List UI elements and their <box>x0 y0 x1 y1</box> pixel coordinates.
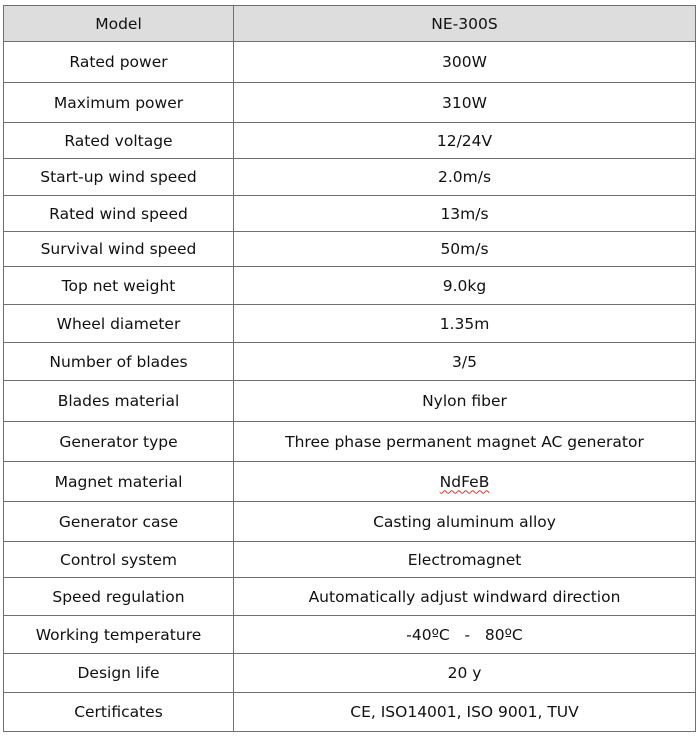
spec-label-cell: Wheel diameter <box>4 305 234 343</box>
table-row <box>4 232 696 267</box>
spec-value-cell: 12/24V <box>234 123 696 159</box>
spec-value-cell: 50m/s <box>234 232 696 267</box>
spec-label-cell: Survival wind speed <box>4 232 234 267</box>
spec-label-cell: Start-up wind speed <box>4 159 234 196</box>
table-header-row <box>4 6 696 42</box>
table-row <box>4 502 696 542</box>
spellcheck-underlined-text: NdFeB <box>439 472 490 491</box>
table-row <box>4 578 696 616</box>
table-row <box>4 422 696 462</box>
spec-label-cell: Control system <box>4 542 234 578</box>
spec-value-cell: Automatically adjust windward direction <box>234 578 696 616</box>
table-row <box>4 123 696 159</box>
spec-label-cell: Number of blades <box>4 343 234 381</box>
table-row <box>4 462 696 502</box>
spec-label-cell: Speed regulation <box>4 578 234 616</box>
table-row <box>4 381 696 422</box>
spec-label-cell: Maximum power <box>4 83 234 123</box>
spec-value-cell: 3/5 <box>234 343 696 381</box>
spec-label-cell: Rated power <box>4 42 234 83</box>
table-row <box>4 654 696 693</box>
table-row <box>4 616 696 654</box>
spec-value-cell: Casting aluminum alloy <box>234 502 696 542</box>
spec-value-cell: 20 y <box>234 654 696 693</box>
spec-label-cell: Blades material <box>4 381 234 422</box>
spec-value-cell: 310W <box>234 83 696 123</box>
spec-label-cell: Rated voltage <box>4 123 234 159</box>
table-row <box>4 83 696 123</box>
table-row <box>4 305 696 343</box>
table-row <box>4 196 696 232</box>
spec-label-cell: Design life <box>4 654 234 693</box>
spec-value-cell <box>234 462 696 502</box>
spec-value-cell: 9.0kg <box>234 267 696 305</box>
spec-label-cell: Certificates <box>4 693 234 732</box>
spec-label-cell: Generator type <box>4 422 234 462</box>
table-row <box>4 42 696 83</box>
spec-value-cell: Electromagnet <box>234 542 696 578</box>
spec-value-cell: 13m/s <box>234 196 696 232</box>
table-row <box>4 542 696 578</box>
spec-label-cell: Generator case <box>4 502 234 542</box>
header-label-cell: Model <box>4 6 234 42</box>
spec-label-cell: Rated wind speed <box>4 196 234 232</box>
spec-label-cell: Top net weight <box>4 267 234 305</box>
table-row <box>4 693 696 732</box>
table-row <box>4 267 696 305</box>
table-row <box>4 343 696 381</box>
spec-value-cell: Nylon fiber <box>234 381 696 422</box>
spec-value-cell: CE, ISO14001, ISO 9001, TUV <box>234 693 696 732</box>
spec-value-cell: -40ºC - 80ºC <box>234 616 696 654</box>
spec-value-cell: Three phase permanent magnet AC generator <box>234 422 696 462</box>
table-row <box>4 159 696 196</box>
header-value-cell: NE-300S <box>234 6 696 42</box>
spec-table <box>3 5 696 732</box>
spec-value-cell: 1.35m <box>234 305 696 343</box>
spec-label-cell: Working temperature <box>4 616 234 654</box>
spec-value-cell: 300W <box>234 42 696 83</box>
spec-value-cell: 2.0m/s <box>234 159 696 196</box>
spec-label-cell: Magnet material <box>4 462 234 502</box>
